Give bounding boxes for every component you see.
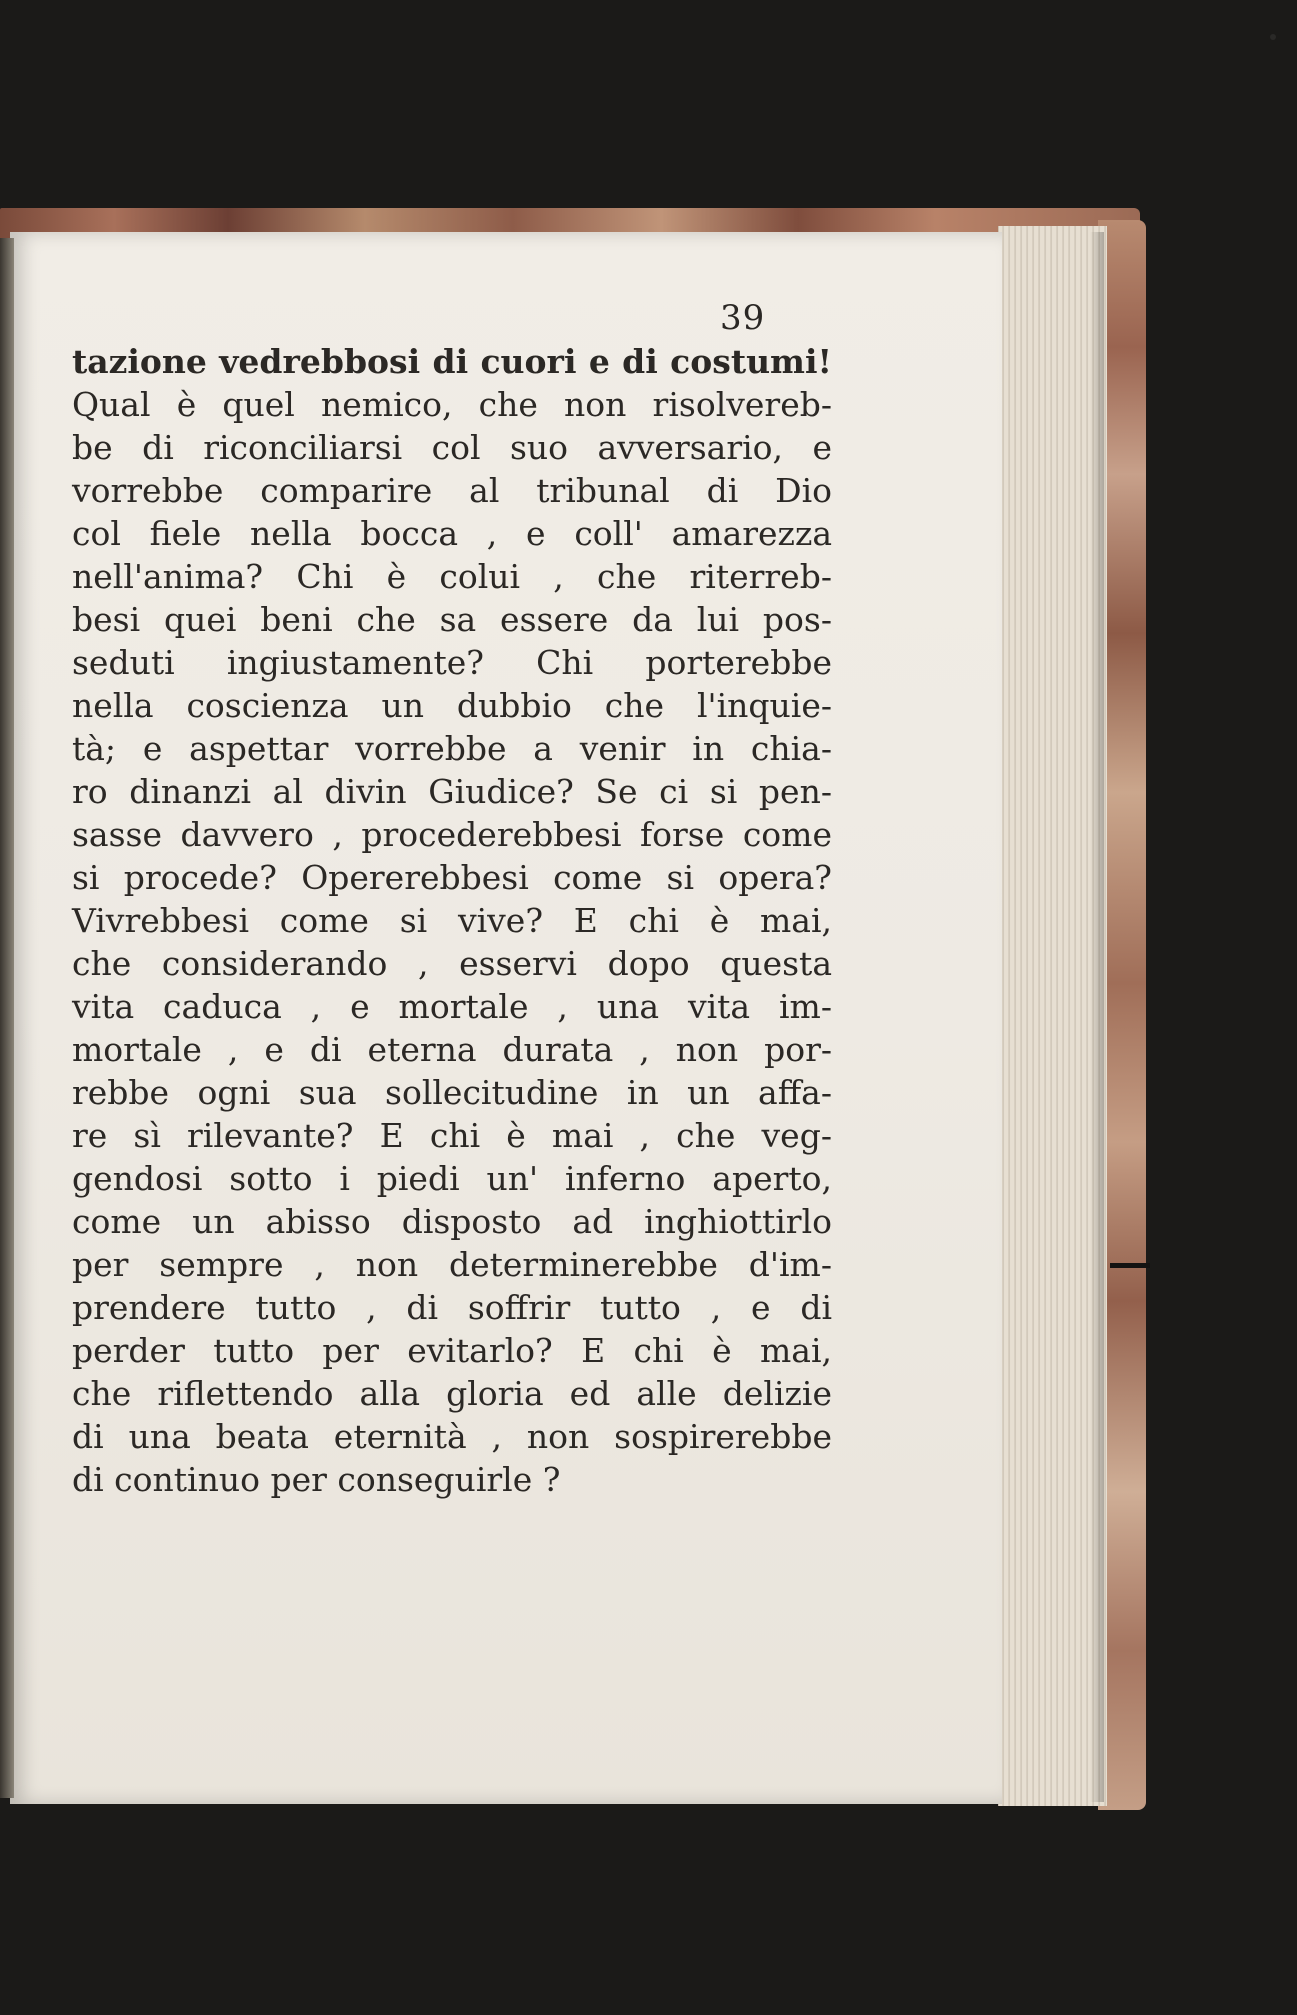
text-line: come un abisso disposto ad inghiottirlo <box>72 1202 832 1241</box>
text-line: che riflettendo alla gloria ed alle delizie <box>72 1374 832 1413</box>
text-line: Vivrebbesi come si vive? E chi è mai, <box>72 901 832 940</box>
text-line: prendere tutto , di soffrir tutto , e di <box>72 1288 832 1327</box>
text-line: nell'anima? Chi è colui , che riterreb- <box>72 557 832 596</box>
edge-mark <box>1110 1263 1150 1268</box>
text-line: ro dinanzi al divin Giudice? Se ci si pen- <box>72 772 832 811</box>
text-line: tazione vedrebbosi di cuori e di costumi! <box>72 342 832 381</box>
page-edge-shadow <box>1090 232 1104 1802</box>
text-line: di una beata eternità , non sospirerebbe <box>72 1417 832 1456</box>
text-line: vita caduca , e mortale , una vita im- <box>72 987 832 1026</box>
text-line: Qual è quel nemico, che non risolvereb- <box>72 385 832 424</box>
text-line: per sempre , non determinerebbe d'im- <box>72 1245 832 1284</box>
text-line: si procede? Opererebbesi come si opera? <box>72 858 832 897</box>
text-line: tà; e aspettar vorrebbe a venir in chia- <box>72 729 832 768</box>
text-line: re sì rilevante? E chi è mai , che veg- <box>72 1116 832 1155</box>
binding-gutter <box>0 238 14 1798</box>
text-line: sasse davvero , procederebbesi forse come <box>72 815 832 854</box>
text-line: nella coscienza un dubbio che l'inquie- <box>72 686 832 725</box>
text-line: perder tutto per evitarlo? E chi è mai, <box>72 1331 832 1370</box>
page-number: 39 <box>720 298 766 338</box>
text-line: col fiele nella bocca , e coll' amarezza <box>72 514 832 553</box>
text-line: di continuo per conseguirle ? <box>72 1460 561 1499</box>
text-line: mortale , e di eterna durata , non por- <box>72 1030 832 1069</box>
text-line: vorrebbe comparire al tribunal di Dio <box>72 471 832 510</box>
text-line: be di riconciliarsi col suo avversario, e <box>72 428 832 467</box>
corner-mark <box>1270 34 1276 40</box>
text-line: gendosi sotto i piedi un' inferno aperto, <box>72 1159 832 1198</box>
page-text <box>72 340 832 1501</box>
text-line: besi quei beni che sa essere da lui pos- <box>72 600 832 639</box>
text-line: rebbe ogni sua sollecitudine in un affa- <box>72 1073 832 1112</box>
text-line: che considerando , esservi dopo questa <box>72 944 832 983</box>
text-line: seduti ingiustamente? Chi porterebbe <box>72 643 832 682</box>
